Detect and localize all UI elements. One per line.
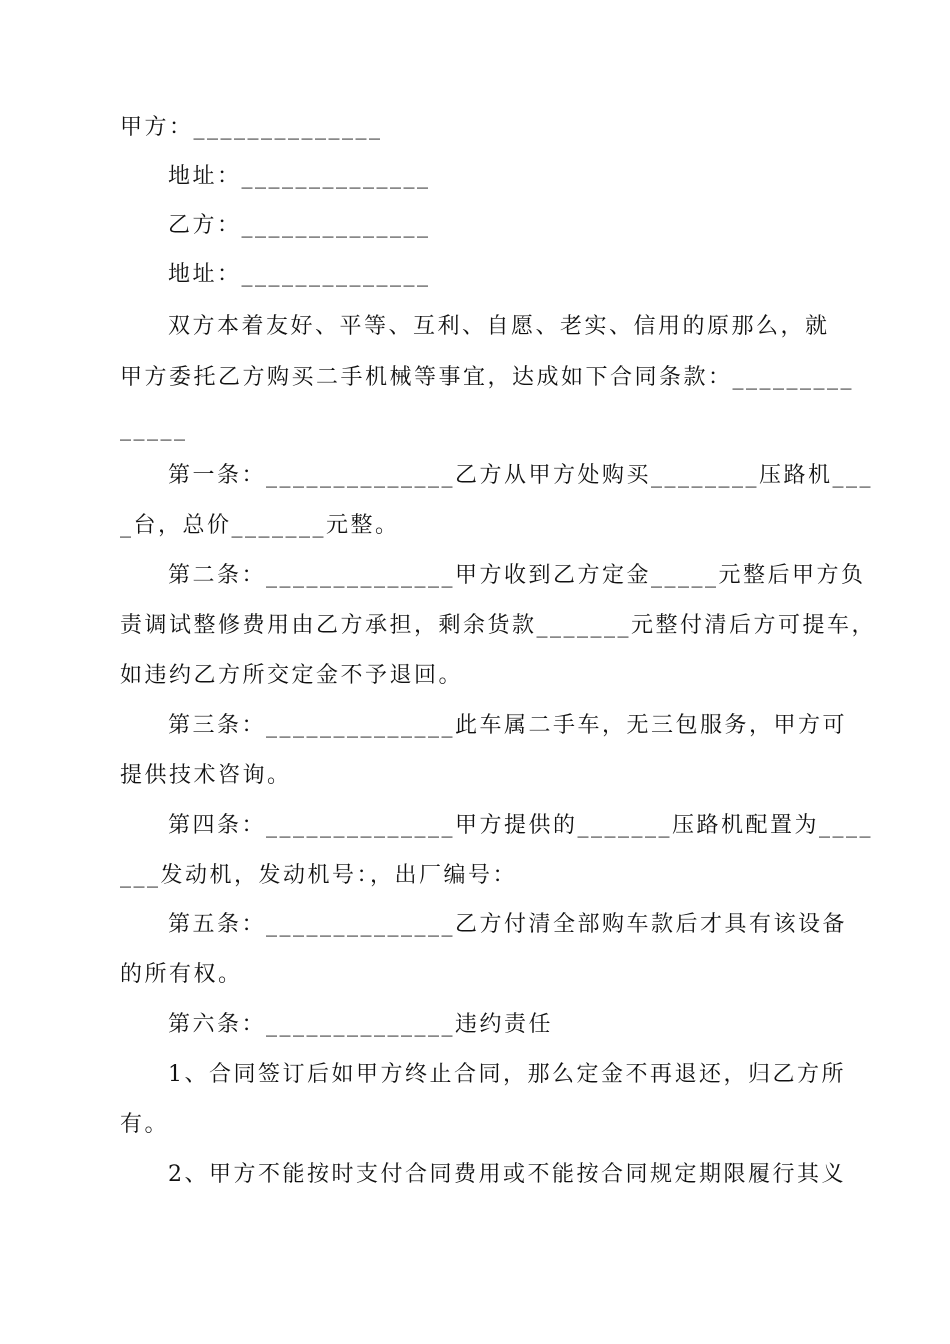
clause-1-line-1: 1、合同签订后如甲方终止合同，那么定金不再退还，归乙方所: [168, 1062, 846, 1087]
clause-1-line-2: 有。: [120, 1112, 170, 1137]
article-2-line-3: 如违约乙方所交定金不予退回。: [120, 663, 464, 688]
article-5-line-2: 的所有权。: [120, 962, 243, 987]
article-5-line-1: 第五条：______________乙方付清全部购车款后才具有该设备: [168, 912, 848, 937]
article-3-line-2: 提供技术咨询。: [120, 763, 292, 788]
article-3-line-1: 第三条：______________此车属二手车，无三包服务，甲方可: [168, 713, 848, 738]
article-4-line-1: 第四条：______________甲方提供的_______压路机配置为____: [168, 813, 874, 838]
party-b-address-line: 地址：______________: [168, 262, 431, 287]
article-1-line-1: 第一条：______________乙方从甲方处购买________压路机___: [168, 463, 874, 488]
article-6-line-1: 第六条：______________违约责任: [168, 1012, 554, 1037]
party-a-line: 甲方：______________: [120, 115, 383, 140]
clause-2-line-1: 2、甲方不能按时支付合同费用或不能按合同规定期限履行其义: [168, 1162, 846, 1187]
preamble-line-1: 双方本着友好、平等、互利、自愿、老实、信用的原那么，就: [168, 314, 830, 339]
party-b-line: 乙方：______________: [168, 213, 431, 238]
article-1-line-2: _台，总价_______元整。: [120, 513, 400, 538]
article-2-line-2: 责调试整修费用由乙方承担，剩余货款_______元整付清后方可提车，: [120, 613, 877, 638]
article-2-line-1: 第二条：______________甲方收到乙方定金_____元整后甲方负: [168, 563, 866, 588]
party-a-address-line: 地址：______________: [168, 164, 431, 189]
article-4-line-2: ___发动机，发动机号：，出厂编号：: [120, 863, 518, 888]
preamble-line-2: 甲方委托乙方购买二手机械等事宜，达成如下合同条款：_________: [120, 365, 855, 390]
preamble-line-3: _____: [120, 416, 188, 441]
